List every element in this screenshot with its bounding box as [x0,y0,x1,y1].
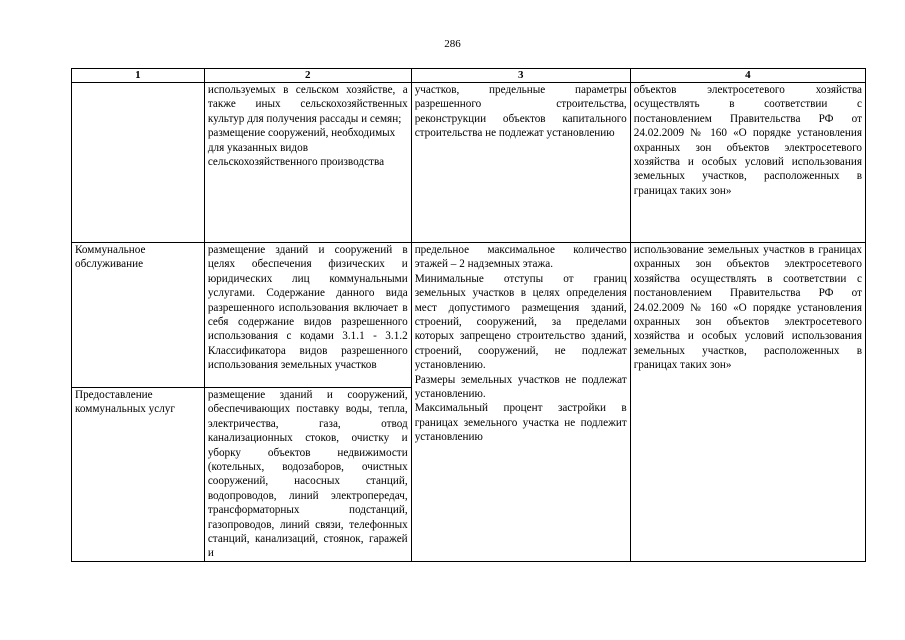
row3-col1: Предоставление коммунальных услуг [72,388,205,562]
row3-col2: размещение зданий и сооружений, обеспечивающих поставку воды, тепла, электричества, газа, отвод канализационных стоков, очистку и уборку объектов недвижимости (котельных, водозаборов, очистных сооружений, насосных станций, водопроводов, линий электропередач, трансформаторных подстанций, газопроводов, линий связи, телефонных станций, канализаций, стоянок, гаражей и [204,388,411,562]
merged-col3-p1: предельное максимальное количество этажей – 2 надземных этажа. [414,244,627,271]
header-col-4: 4 [630,69,865,83]
merged-col3 [411,243,630,562]
row1-col4: объектов электросетевого хозяйства осуществлять в соответствии с постановлением Правительства РФ от 24.02.2009 № 160 «О порядке установления охранных зон объектов электросетевого хозяйства и особых условий использования земельных участков, расположенных в границах таких зон» [630,83,865,243]
header-col-2: 2 [204,69,411,83]
row1-col2-text-a: используемых в сельском хозяйстве, а также иных сельскохозяйственных культур для получения рассады и семян; [207,84,408,125]
land-use-table [71,68,866,562]
table-row [72,243,866,388]
header-col-3: 3 [411,69,630,83]
row1-col3: участков, предельные параметры разрешенного строительства, реконструкции объектов капитального строительства не подлежат установлению [411,83,630,243]
merged-col3-p2: Минимальные отступы от границ земельных участков в целях определения мест допустимого размещения зданий, строений, сооружений, за пределами которых запрещено строительство зданий, строений, сооружений, не подлежат установлению. [414,272,627,372]
row1-col2 [204,83,411,243]
table-row [72,83,866,243]
merged-col3-p4: Максимальный процент застройки в границах земельного участка не подлежит установлению [414,402,627,444]
table-header-row [72,69,866,83]
row1-col1 [72,83,205,243]
merged-col4: использование земельных участков в границах охранных зон объектов электросетевого хозяйства осуществлять в соответствии с постановлением Правительства РФ от 24.02.2009 № 160 «О порядке установления охранных зон объектов электросетевого хозяйства и особых условий использования земельных участков, расположенных в границах таких зон» [630,243,865,562]
header-col-1: 1 [72,69,205,83]
row2-col1: Коммунальное обслуживание [72,243,205,388]
page-number: 286 [444,38,461,50]
row2-col2: размещение зданий и сооружений в целях обеспечения физических и юридических лиц коммунальными услугами. Содержание данного вида разрешенного использования включает в себя содержание видов разрешенного использования с кодами 3.1.1 - 3.1.2 Классификатора видов разрешенного использования земельных участков [204,243,411,388]
merged-col3-p3: Размеры земельных участков не подлежат установлению. [414,373,627,401]
row1-col2-text-b: размещение сооружений, необходимых для указанных видов сельскохозяйственного производства [207,127,396,169]
